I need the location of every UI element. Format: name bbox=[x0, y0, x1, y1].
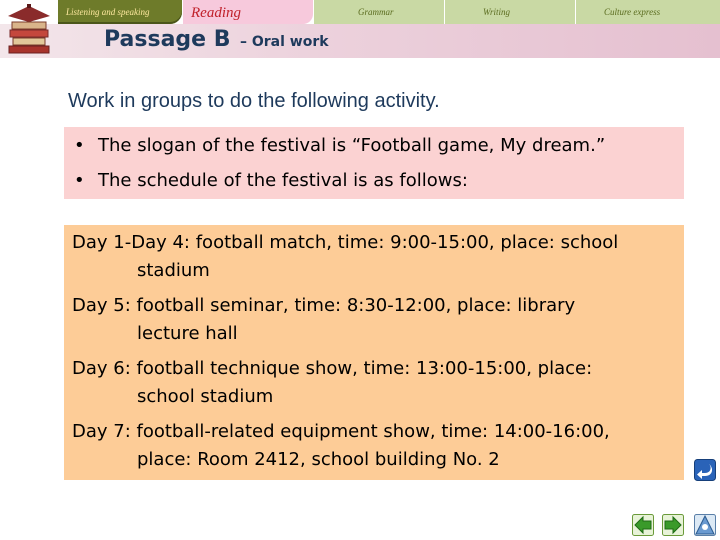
bullet-item bbox=[74, 135, 605, 156]
tab-listening-speaking[interactable]: Listening and speaking bbox=[58, 0, 182, 24]
home-triangle-icon bbox=[694, 514, 716, 536]
bullet-box bbox=[64, 127, 684, 199]
top-nav bbox=[0, 0, 720, 24]
page-subtitle: – Oral work bbox=[240, 34, 329, 50]
home-button[interactable] bbox=[694, 514, 716, 536]
schedule-line: Day 1-Day 4: football match, time: 9:00-15:00, place: school bbox=[72, 232, 619, 253]
tab-divider bbox=[575, 0, 576, 24]
schedule-entry bbox=[72, 229, 672, 285]
books-stack-icon bbox=[4, 2, 54, 54]
schedule-line: Day 7: football-related equipment show, time: 14:00-16:00, bbox=[72, 421, 610, 442]
tab-reading[interactable]: Reading bbox=[183, 0, 313, 24]
page-title: Passage B bbox=[104, 27, 231, 52]
instruction-text: Work in groups to do the following activity. bbox=[68, 90, 440, 112]
schedule-line: Day 6: football technique show, time: 13:00-15:00, place: bbox=[72, 358, 593, 379]
bullet-item bbox=[74, 170, 468, 191]
schedule-box bbox=[64, 225, 684, 480]
bullet-text: The slogan of the festival is “Football game, My dream.” bbox=[98, 135, 606, 156]
tab-culture-express[interactable]: Culture express bbox=[576, 0, 720, 24]
schedule-entry bbox=[72, 418, 672, 474]
schedule-line: Day 5: football seminar, time: 8:30-12:00, place: library bbox=[72, 295, 576, 316]
schedule-line-cont: lecture hall bbox=[137, 323, 238, 344]
tab-grammar[interactable]: Grammar bbox=[314, 0, 444, 24]
schedule-line-cont: place: Room 2412, school building No. 2 bbox=[137, 449, 500, 470]
schedule-entry bbox=[72, 355, 672, 411]
schedule-line-cont: stadium bbox=[137, 260, 210, 281]
return-arrow-icon bbox=[694, 459, 716, 481]
next-button[interactable] bbox=[662, 514, 684, 536]
bullet-dot: • bbox=[74, 135, 85, 156]
tab-divider bbox=[444, 0, 445, 24]
return-button[interactable] bbox=[694, 459, 716, 481]
bullet-dot: • bbox=[74, 170, 85, 191]
tab-writing[interactable]: Writing bbox=[445, 0, 575, 24]
schedule-line-cont: school stadium bbox=[137, 386, 274, 407]
schedule-entry bbox=[72, 292, 672, 348]
previous-button[interactable] bbox=[632, 514, 654, 536]
arrow-right-icon bbox=[662, 514, 684, 536]
bullet-text: The schedule of the festival is as follows: bbox=[98, 170, 468, 191]
arrow-left-icon bbox=[632, 514, 654, 536]
